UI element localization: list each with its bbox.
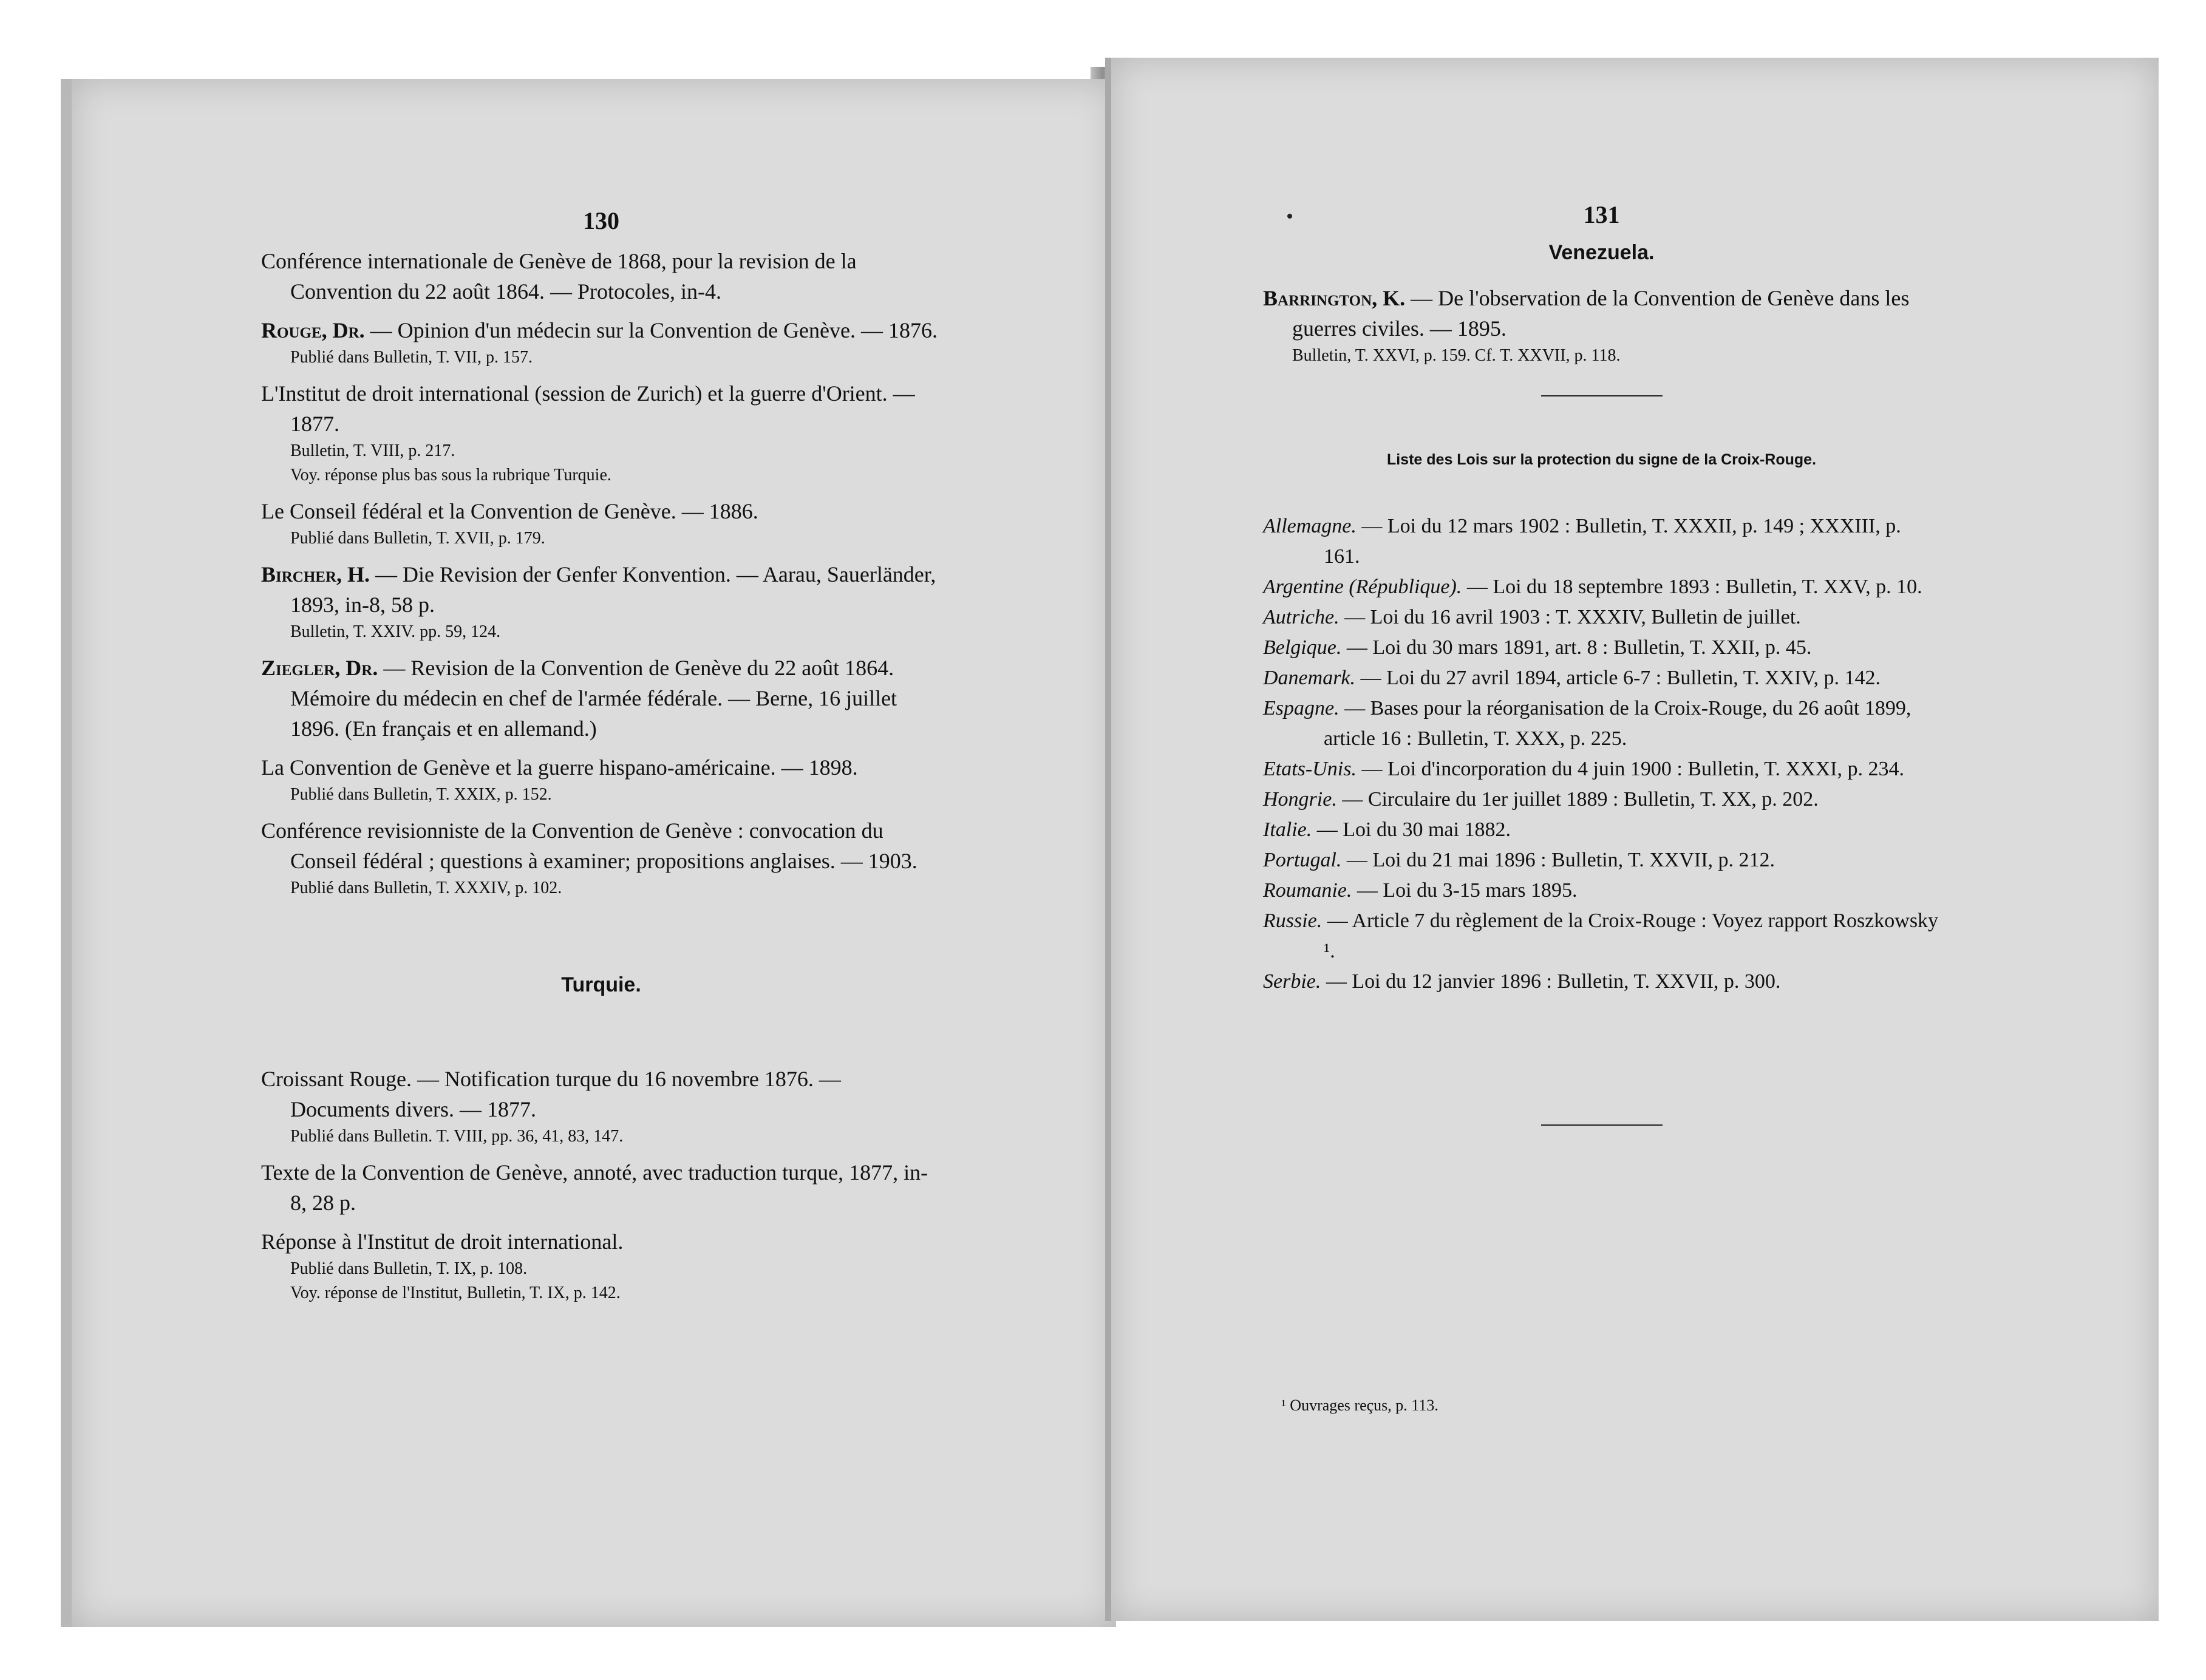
bib-entry — [261, 559, 941, 644]
law-item — [1263, 511, 1940, 572]
law-text: — Loi du 12 mars 1902 : Bulletin, T. XXXII, p. 149 ; XXXIII, p. 161. — [1324, 515, 1901, 568]
entry-note: Publié dans Bulletin, T. XXIX, p. 152. — [290, 785, 552, 804]
entry-title: Texte de la Convention de Genève, annoté, avec traduction turque, 1877, in-8, 28 p. — [261, 1160, 928, 1215]
law-country: Danemark. — [1263, 667, 1356, 689]
law-country: Russie. — [1263, 910, 1323, 932]
law-country: Roumanie. — [1263, 879, 1352, 902]
law-text: — Loi du 16 avril 1903 : T. XXXIV, Bulletin de juillet. — [1339, 606, 1801, 628]
entry-title: L'Institut de droit international (session de Zurich) et la guerre d'Orient. — 1877. — [261, 381, 915, 436]
right-page-content — [1263, 200, 1940, 1126]
entry-author: Bircher, H. — [261, 562, 370, 587]
entry-note: Bulletin, T. XXVI, p. 159. Cf. T. XXVII, p. 118. — [1292, 346, 1621, 365]
bib-entry — [261, 315, 941, 370]
law-text: — Loi du 30 mai 1882. — [1312, 818, 1511, 841]
bib-entry — [261, 1064, 941, 1149]
divider-rule — [1541, 1124, 1663, 1126]
entry-title: Conférence internationale de Genève de 1868, pour la revision de la Convention du 22 août 1864. — Protocoles, in-4. — [261, 249, 857, 304]
entry-note: Bulletin, T. XXIV. pp. 59, 124. — [290, 622, 501, 641]
laws-list — [1263, 511, 1940, 997]
law-item — [1263, 754, 1940, 784]
law-country: Portugal. — [1263, 849, 1342, 871]
bib-entry — [261, 496, 941, 551]
bib-entry — [261, 378, 941, 488]
law-text: — Circulaire du 1er juillet 1889 : Bulletin, T. XX, p. 202. — [1336, 788, 1819, 811]
entry-title: Croissant Rouge. — Notification turque du 16 novembre 1876. — Documents divers. — 1877. — [261, 1067, 841, 1121]
entry-title: Réponse à l'Institut de droit international. — [261, 1229, 624, 1254]
bib-entry — [1263, 283, 1940, 368]
law-item — [1263, 815, 1940, 845]
entry-note: Voy. réponse plus bas sous la rubrique Turquie. — [290, 466, 611, 485]
entry-title: Le Conseil fédéral et la Convention de Genève. — 1886. — [261, 499, 758, 523]
section-heading-venezuela: Venezuela. — [1548, 241, 1655, 264]
entry-title — [1263, 283, 1940, 344]
entry-note: Publié dans Bulletin, T. IX, p. 108. — [290, 1259, 528, 1278]
entry-note: Publié dans Bulletin. T. VIII, pp. 36, 41, 83, 147. — [290, 1127, 624, 1146]
law-item — [1263, 693, 1940, 754]
section-heading-turquie: Turquie. — [561, 973, 641, 996]
law-item — [1263, 784, 1940, 815]
entry-author: Rouge, Dr. — [261, 318, 365, 342]
law-item — [1263, 572, 1940, 602]
entry-author: Barrington, K. — [1263, 286, 1406, 310]
entry-title: Conférence revisionniste de la Convention de Genève : convocation du Conseil fédéral ; questions à examiner; propositions anglaises. — 1903. — [261, 818, 917, 873]
law-text: — Loi du 27 avril 1894, article 6-7 : Bulletin, T. XXIV, p. 142. — [1355, 667, 1881, 689]
law-country: Espagne. — [1263, 697, 1340, 719]
bib-entry — [261, 815, 941, 900]
paper-speck — [1287, 214, 1292, 219]
bib-entry — [261, 1157, 941, 1218]
law-text: — Loi du 3-15 mars 1895. — [1352, 879, 1578, 902]
law-text: — Loi du 18 septembre 1893 : Bulletin, T. XXV, p. 10. — [1462, 576, 1922, 598]
law-country: Hongrie. — [1263, 788, 1337, 811]
entry-note: Voy. réponse de l'Institut, Bulletin, T. IX, p. 142. — [290, 1284, 621, 1302]
entry-note: Publié dans Bulletin, T. XXXIV, p. 102. — [290, 879, 562, 897]
law-country: Etats-Unis. — [1263, 758, 1357, 780]
entry-title-text: — Die Revision der Genfer Konvention. — Aarau, Sauerländer, 1893, in-8, 58 p. — [290, 562, 936, 617]
entry-note: Publié dans Bulletin, T. VII, p. 157. — [290, 348, 533, 367]
divider-rule — [1541, 395, 1663, 396]
law-country: Italie. — [1263, 818, 1312, 841]
law-item — [1263, 876, 1940, 906]
bib-entry — [261, 1226, 941, 1305]
law-country: Argentine (République). — [1263, 576, 1462, 598]
law-item — [1263, 967, 1940, 997]
footnote: ¹ Ouvrages reçus, p. 113. — [1281, 1396, 1438, 1414]
law-text: — Loi d'incorporation du 4 juin 1900 : Bulletin, T. XXXI, p. 234. — [1356, 758, 1904, 780]
law-text: — Loi du 30 mars 1891, art. 8 : Bulletin, T. XXII, p. 45. — [1341, 636, 1812, 659]
law-item — [1263, 906, 1940, 967]
law-text: — Loi du 12 janvier 1896 : Bulletin, T. XXVII, p. 300. — [1321, 970, 1781, 993]
entry-title — [261, 559, 941, 620]
law-country: Autriche. — [1263, 606, 1340, 628]
entry-title: La Convention de Genève et la guerre hispano-américaine. — 1898. — [261, 755, 858, 780]
law-text: — Bases pour la réorganisation de la Croix-Rouge, du 26 août 1899, article 16 : Bulletin, T. XXX, p. 225. — [1324, 697, 1912, 750]
entry-title-text: — De l'observation de la Convention de Genève dans les guerres civiles. — 1895. — [1292, 286, 1910, 341]
left-page-content — [261, 206, 941, 1314]
page-number-right: 131 — [1583, 201, 1620, 228]
entry-note: Bulletin, T. VIII, p. 217. — [290, 441, 455, 460]
law-country: Serbie. — [1263, 970, 1321, 993]
entry-title-text: — Revision de la Convention de Genève du 22 août 1864. Mémoire du médecin en chef de l'armée fédérale. — Berne, 16 juillet 1896. (En français et en allemand.) — [290, 656, 897, 741]
law-country: Belgique. — [1263, 636, 1342, 659]
law-item — [1263, 663, 1940, 693]
laws-list-heading: Liste des Lois sur la protection du signe de la Croix-Rouge. — [1386, 451, 1817, 468]
law-item — [1263, 602, 1940, 633]
law-country: Allemagne. — [1263, 515, 1357, 537]
law-item — [1263, 633, 1940, 663]
entry-title — [261, 653, 941, 744]
law-text: — Loi du 21 mai 1896 : Bulletin, T. XXVII, p. 212. — [1341, 849, 1775, 871]
entry-author: Ziegler, Dr. — [261, 656, 378, 680]
bib-entry — [261, 653, 941, 744]
entry-title-text: — Opinion d'un médecin sur la Convention de Genève. — 1876. — [364, 318, 938, 342]
bib-entry — [261, 752, 941, 807]
law-text: — Article 7 du règlement de la Croix-Rouge : Voyez rapport Roszkowsky ¹. — [1322, 910, 1939, 962]
page-number-left: 130 — [583, 207, 619, 234]
entry-title — [261, 315, 941, 345]
bib-entry — [261, 246, 941, 307]
entry-note: Publié dans Bulletin, T. XVII, p. 179. — [290, 529, 545, 548]
law-item — [1263, 845, 1940, 876]
